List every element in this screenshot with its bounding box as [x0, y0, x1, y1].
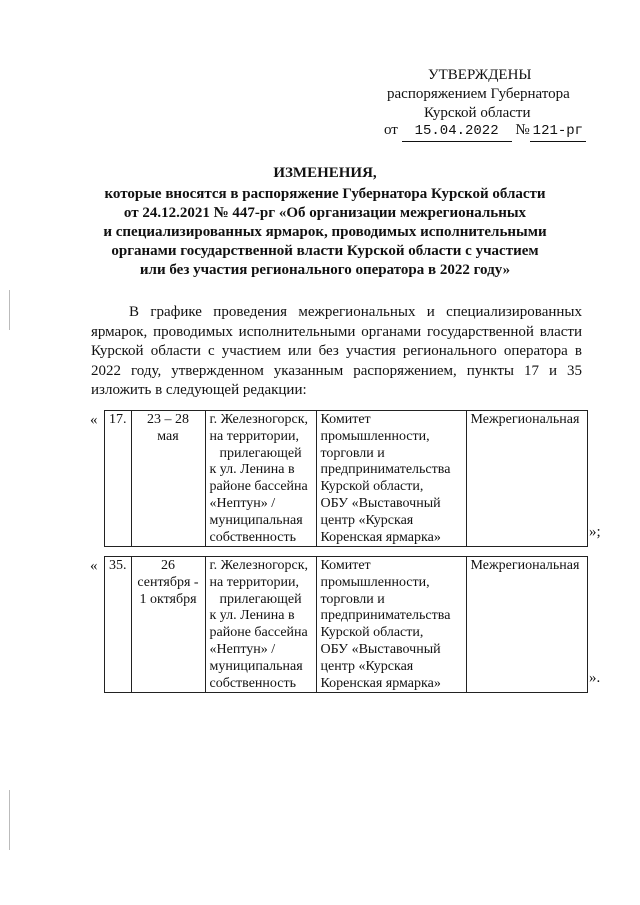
row-place — [205, 411, 316, 547]
close-quote: ». — [589, 670, 601, 686]
date-line: мая — [157, 428, 179, 444]
org-line: Коренская ярмарка» — [320, 675, 441, 691]
date-line: сентября - — [137, 574, 199, 590]
org-line: Комитет — [320, 412, 371, 427]
table-row — [105, 557, 588, 693]
date-line: 26 — [161, 558, 175, 573]
document-heading — [60, 164, 590, 280]
place-line: на территории, — [209, 428, 299, 444]
place-line: «Нептун» / — [209, 495, 276, 511]
row-organizer — [316, 411, 466, 547]
place-line: муниципальная — [209, 658, 303, 674]
row-dates — [131, 557, 205, 693]
approval-number: 121-рг — [530, 122, 586, 142]
heading-line: или без участия регионального оператора в 2022 году» — [139, 262, 511, 278]
approval-line-2: распоряжением Губернатора — [387, 86, 570, 102]
approval-date-line — [384, 121, 586, 142]
row-dates — [131, 411, 205, 547]
heading-line: которые вносятся в распоряжение Губернатора Курской области — [104, 186, 546, 202]
org-line: центр «Курская — [320, 658, 414, 674]
place-line: г. Железногорск, — [209, 412, 309, 427]
date-line: 1 октября — [139, 591, 197, 607]
row-fair-type: Межрегиональная — [466, 411, 587, 547]
org-line: ОБУ «Выставочный — [320, 495, 441, 511]
row-number: 35. — [105, 557, 132, 693]
approval-date: 15.04.2022 — [402, 122, 512, 142]
place-line: «Нептун» / — [209, 641, 276, 657]
open-quote: « — [90, 558, 98, 574]
org-line: центр «Курская — [320, 512, 414, 528]
org-line: Курской области, — [320, 625, 424, 641]
scan-margin-mark — [9, 790, 10, 850]
org-line: промышленности, — [320, 428, 430, 444]
place-line: прилегающей — [219, 445, 302, 461]
place-line: районе бассейна — [209, 479, 308, 495]
open-quote: « — [90, 412, 98, 428]
body-paragraph: В графике проведения межрегиональных и специализированных ярмарок, проводимых исполнительными органами государственной власти Курской области с участием или без участия регионального оператора в 2022 году, утвержденном указанным распоряжением, пункты 17 и 35 изложить в следующей редакции: — [91, 304, 582, 398]
heading-line: и специализированных ярмарок, проводимых исполнительными — [103, 224, 547, 240]
table-row — [105, 411, 588, 547]
fair-table-row-17 — [104, 410, 588, 547]
org-line: Курской области, — [320, 479, 424, 495]
place-line: районе бассейна — [209, 625, 308, 641]
place-line: прилегающей — [219, 591, 302, 607]
place-line: г. Железногорск, — [209, 558, 309, 573]
org-line: промышленности, — [320, 574, 430, 590]
org-line: Коренская ярмарка» — [320, 529, 441, 545]
place-line: собственность — [209, 675, 296, 691]
org-line: предпринимательства — [320, 608, 451, 624]
place-line: на территории, — [209, 574, 299, 590]
row-number: 17. — [105, 411, 132, 547]
place-line: к ул. Ленина в — [209, 608, 295, 624]
org-line: Комитет — [320, 558, 371, 573]
approval-line-3: Курской области — [424, 105, 531, 121]
org-line: торговли и — [320, 445, 385, 461]
row-place — [205, 557, 316, 693]
row-organizer — [316, 557, 466, 693]
fair-table-row-35 — [104, 556, 588, 693]
date-prefix: от — [384, 122, 398, 138]
row-fair-type: Межрегиональная — [466, 557, 587, 693]
date-line: 23 – 28 — [147, 412, 189, 427]
org-line: торговли и — [320, 591, 385, 607]
place-line: собственность — [209, 529, 296, 545]
place-line: к ул. Ленина в — [209, 462, 295, 478]
heading-line: органами государственной власти Курской области с участием — [111, 243, 539, 259]
close-quote: »; — [589, 524, 601, 540]
place-line: муниципальная — [209, 512, 303, 528]
heading-title: ИЗМЕНЕНИЯ, — [273, 165, 377, 181]
org-line: ОБУ «Выставочный — [320, 641, 441, 657]
number-prefix: № — [515, 122, 530, 138]
org-line: предпринимательства — [320, 462, 451, 478]
scan-margin-mark — [9, 290, 10, 330]
heading-line: от 24.12.2021 № 447-рг «Об организации межрегиональных — [123, 205, 527, 221]
approval-line-1: УТВЕРЖДЕНЫ — [428, 67, 532, 83]
